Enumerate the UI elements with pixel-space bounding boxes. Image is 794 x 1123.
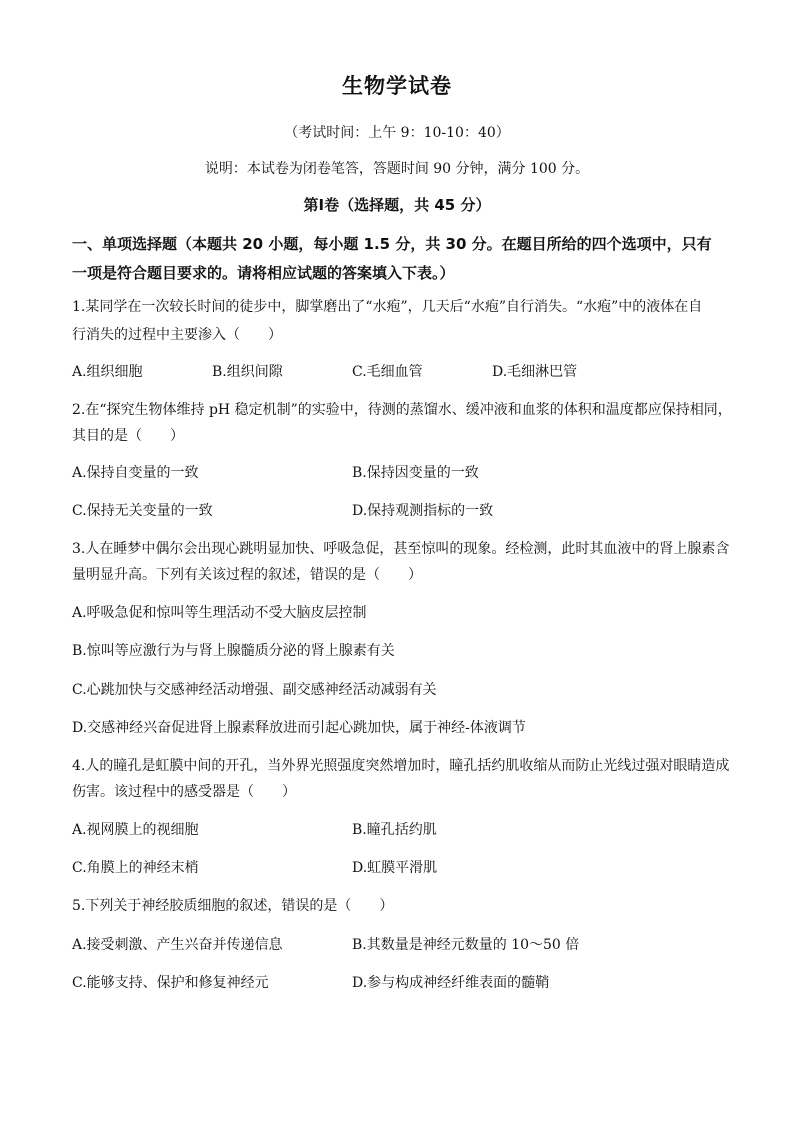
option-c: C.角膜上的神经末梢 <box>72 860 199 876</box>
question-stem-line: 1.某同学在一次较长时间的徒步中，脚掌磨出了“水疱”，几天后“水疱”自行消失。“水疱”中的液体在自 <box>72 299 703 315</box>
exam-time: （考试时间：上午 9：10-10：40） <box>284 125 510 141</box>
option-b: B.组织间隙 <box>212 364 283 380</box>
question-stem-line: 4.人的瞳孔是虹膜中间的开孔，当外界光照强度突然增加时，瞳孔括约肌收缩从而防止光线过强对眼睛造成 <box>72 758 730 774</box>
question-stem-line: 3.人在睡梦中偶尔会出现心跳明显加快、呼吸急促，甚至惊叫的现象。经检测，此时其血液中的肾上腺素含 <box>72 541 730 557</box>
question-stem-line: 量明显升高。下列有关该过程的叙述，错误的是（ ） <box>72 567 422 583</box>
option-c: C.毛细血管 <box>352 364 423 380</box>
section-title: 第Ⅰ卷（选择题，共 45 分） <box>303 196 491 214</box>
question-stem-line: 伤害。该过程中的感受器是（ ） <box>72 784 296 800</box>
option-c: C.能够支持、保护和修复神经元 <box>72 975 269 991</box>
option-c: C.心跳加快与交感神经活动增强、副交感神经活动减弱有关 <box>72 682 437 698</box>
option-b: B.瞳孔括约肌 <box>352 822 437 838</box>
option-a: A.保持自变量的一致 <box>72 465 199 481</box>
option-d: D.保持观测指标的一致 <box>352 503 494 519</box>
page-title: 生物学试卷 <box>342 74 452 98</box>
option-c: C.保持无关变量的一致 <box>72 503 213 519</box>
question-stem-line: 其目的是（ ） <box>72 428 184 444</box>
option-d: D.参与构成神经纤维表面的髓鞘 <box>352 975 550 991</box>
option-d: D.毛细淋巴管 <box>492 364 578 380</box>
option-b: B.其数量是神经元数量的 10～50 倍 <box>352 937 580 953</box>
exam-note: 说明：本试卷为闭卷笔答，答题时间 90 分钟，满分 100 分。 <box>204 161 590 177</box>
option-a: A.视网膜上的视细胞 <box>72 822 199 838</box>
option-a: A.接受刺激、产生兴奋并传递信息 <box>72 937 283 953</box>
question-stem-line: 行消失的过程中主要渗入（ ） <box>72 327 282 343</box>
part1-instruction-line1: 一、单项选择题（本题共 20 小题，每小题 1.5 分，共 30 分。在题目所给的四个选项中，只有 <box>72 235 712 253</box>
option-d: D.虹膜平滑肌 <box>352 860 438 876</box>
question-stem-line: 2.在“探究生物体维持 pH 稳定机制”的实验中，待测的蒸馏水、缓冲液和血浆的体积和温度都应保持相同， <box>72 402 732 418</box>
option-d: D.交感神经兴奋促进肾上腺素释放进而引起心跳加快，属于神经-体液调节 <box>72 720 526 736</box>
option-a: A.组织细胞 <box>72 364 143 380</box>
option-a: A.呼吸急促和惊叫等生理活动不受大脑皮层控制 <box>72 605 367 621</box>
part1-instruction-line2: 一项是符合题目要求的。请将相应试题的答案填入下表。） <box>72 264 455 282</box>
question-stem-line: 5.下列关于神经胶质细胞的叙述，错误的是（ ） <box>72 898 394 914</box>
option-b: B.保持因变量的一致 <box>352 465 479 481</box>
option-b: B.惊叫等应激行为与肾上腺髓质分泌的肾上腺素有关 <box>72 643 395 659</box>
